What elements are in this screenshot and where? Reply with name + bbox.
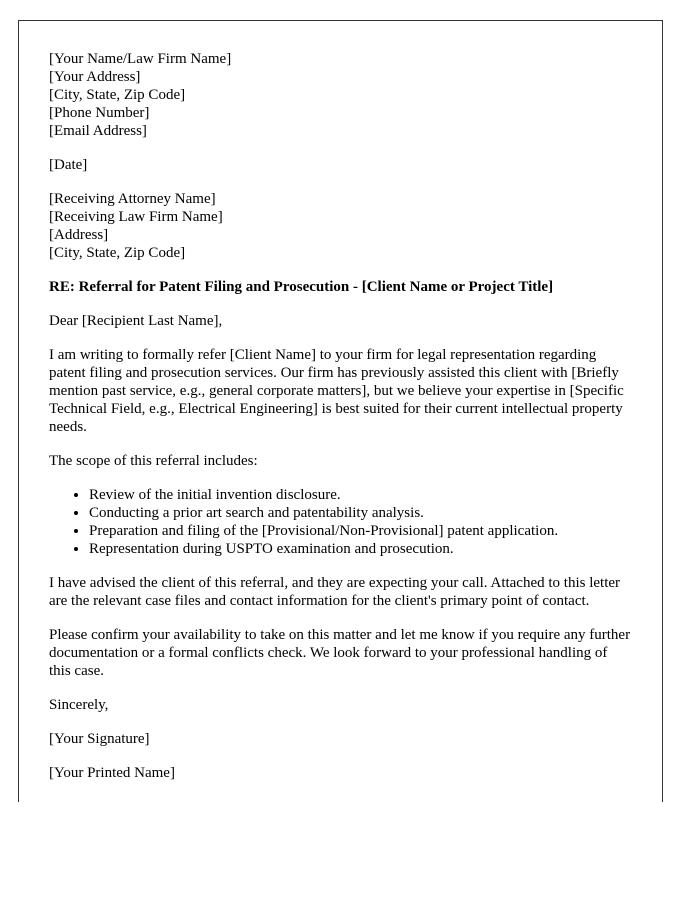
list-item: • Review of the initial invention disclosure.: [89, 486, 632, 504]
printed-name: [Your Printed Name]: [49, 765, 175, 781]
recipient-block: [49, 190, 632, 262]
sender-phone: [Phone Number]: [49, 105, 150, 121]
list-item: • Conducting a prior art search and patentability analysis.: [89, 504, 632, 522]
sender-email: [Email Address]: [49, 123, 147, 139]
paragraph-intro: I am writing to formally refer [Client Name] to your firm for legal representation regarding patent filing and prosecution services. Our firm has previously assisted this client with [Briefly mention past service, e.g., general corporate matters], but we believe your expertise in [Specific Technical Field, e.g., Electrical Engineering] is best suited for their current intellectual property needs.: [49, 347, 624, 435]
sender-name: [Your Name/Law Firm Name]: [49, 51, 232, 67]
recipient-firm: [Receiving Law Firm Name]: [49, 209, 223, 225]
subject-line: RE: Referral for Patent Filing and Prosecution - [Client Name or Project Title]: [49, 279, 554, 295]
paragraph-advised: I have advised the client of this referral, and they are expecting your call. Attached to this letter are the relevant case files and contact information for the client's primary point of contact.: [49, 575, 621, 609]
list-item: • Representation during USPTO examination and prosecution.: [89, 540, 632, 558]
letter-page: [18, 20, 663, 802]
closing: Sincerely,: [49, 697, 109, 713]
recipient-name: [Receiving Attorney Name]: [49, 191, 216, 207]
sender-block: [49, 50, 632, 140]
recipient-address: [Address]: [49, 227, 109, 243]
scope-list: [49, 486, 632, 558]
sender-address: [Your Address]: [49, 69, 141, 85]
recipient-city: [City, State, Zip Code]: [49, 245, 186, 261]
paragraph-confirm: Please confirm your availability to take on this matter and let me know if you require any further documentation or a formal conflicts check. We look forward to your professional handling of this case.: [49, 627, 631, 679]
letter-date: [Date]: [49, 157, 88, 173]
list-item: • Preparation and filing of the [Provisional/Non-Provisional] patent application.: [89, 522, 632, 540]
salutation: Dear [Recipient Last Name],: [49, 313, 223, 329]
signature: [Your Signature]: [49, 731, 150, 747]
sender-city: [City, State, Zip Code]: [49, 87, 186, 103]
scope-intro: The scope of this referral includes:: [49, 453, 258, 469]
